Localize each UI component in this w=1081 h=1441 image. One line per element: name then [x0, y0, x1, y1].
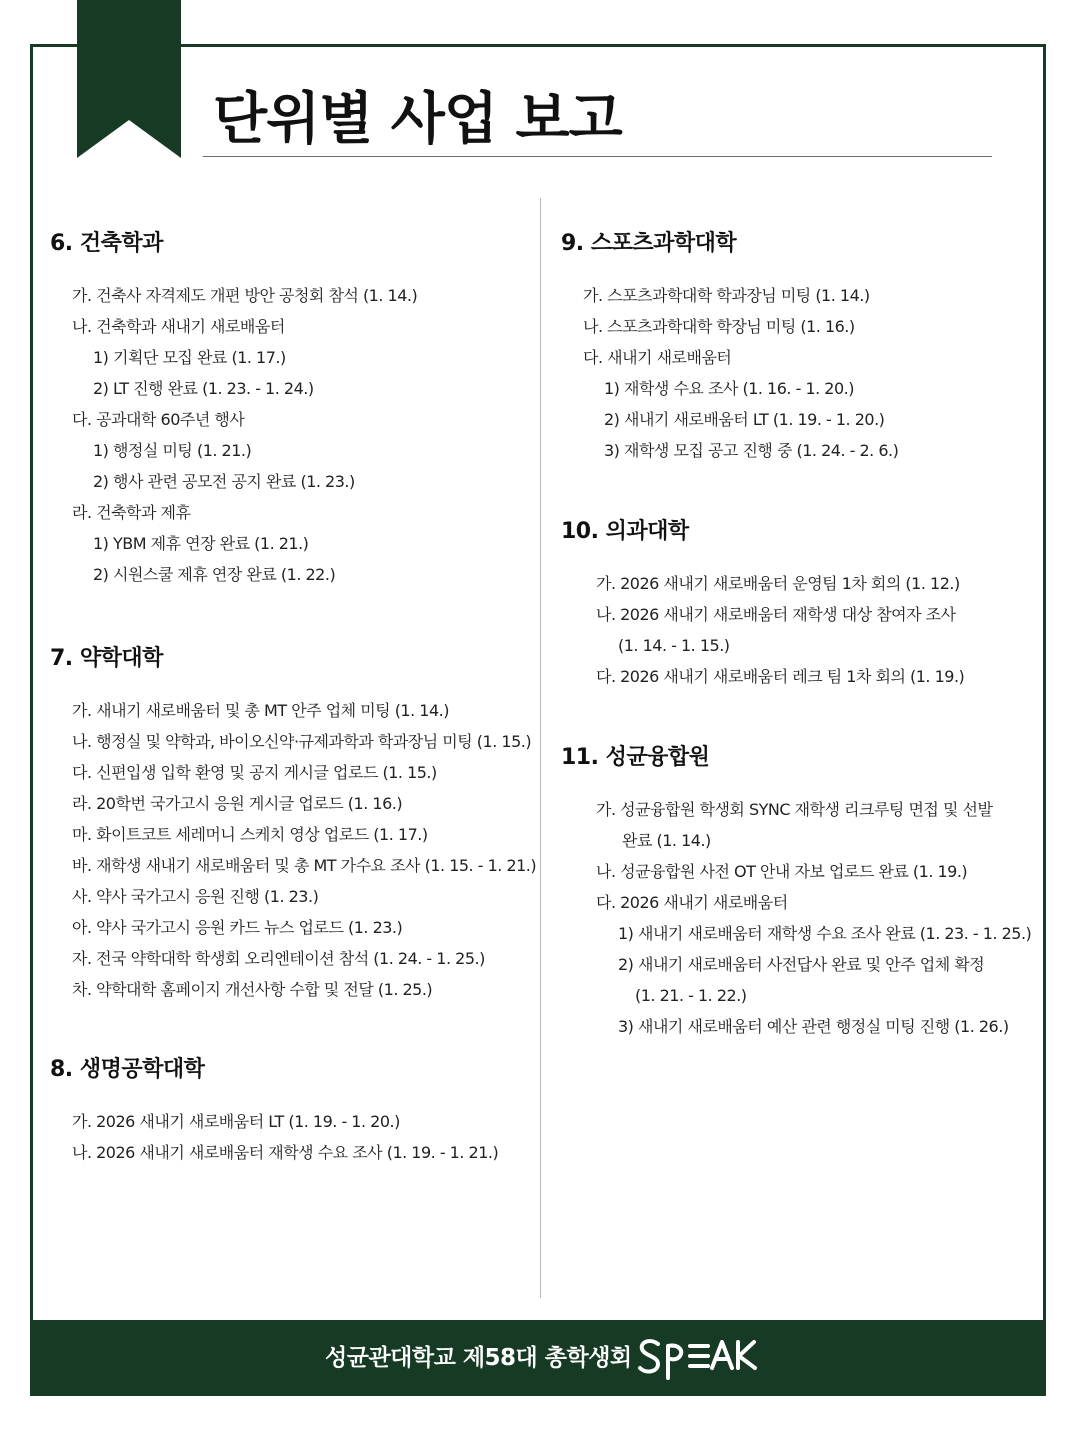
list-item: 다. 2026 새내기 새로배움터 레크 팀 1차 회의 (1. 19.) [596, 667, 965, 686]
footer-org-name: 성균관대학교 제58대 총학생회 [325, 1345, 632, 1371]
list-item: 가. 성균융합원 학생회 SYNC 재학생 리크루팅 면접 및 선발 [596, 800, 993, 819]
list-item: (1. 14. - 1. 15.) [618, 636, 730, 655]
list-item: 1) 기획단 모집 완료 (1. 17.) [93, 348, 286, 367]
speak-logo-icon [636, 1334, 760, 1382]
section-sports-science [561, 224, 1041, 466]
section-architecture [50, 224, 535, 590]
list-item: 가. 스포츠과학대학 학과장님 미팅 (1. 14.) [583, 286, 870, 305]
right-column [561, 224, 1041, 1042]
list-item: 2) 새내기 새로배움터 LT (1. 19. - 1. 20.) [604, 410, 885, 429]
left-column [50, 224, 535, 1168]
list-item: 1) YBM 제휴 연장 완료 (1. 21.) [93, 534, 309, 553]
list-item: 1) 새내기 새로배움터 재학생 수요 조사 완료 (1. 23. - 1. 25.) [618, 924, 1032, 943]
list-item: 다. 신편입생 입학 환영 및 공지 게시글 업로드 (1. 15.) [72, 763, 437, 782]
section-medicine [561, 512, 1041, 692]
list-item: 나. 2026 새내기 새로배움터 재학생 대상 참여자 조사 [596, 605, 956, 624]
list-item: 2) 시원스쿨 제휴 연장 완료 (1. 22.) [93, 565, 336, 584]
list-item: 가. 새내기 새로배움터 및 총 MT 안주 업체 미팅 (1. 14.) [72, 701, 449, 720]
list-item: 2) 행사 관련 공모전 공지 완료 (1. 23.) [93, 472, 355, 491]
list-item: 가. 2026 새내기 새로배움터 운영팀 1차 회의 (1. 12.) [596, 574, 960, 593]
list-item: 나. 스포츠과학대학 학장님 미팅 (1. 16.) [583, 317, 855, 336]
page-title: 단위별 사업 보고 [213, 87, 622, 152]
list-item: 1) 재학생 수요 조사 (1. 16. - 1. 20.) [604, 379, 854, 398]
section-heading: 10. 의과대학 [561, 519, 689, 544]
list-item: 나. 행정실 및 약학과, 바이오신약·규제과학과 학과장님 미팅 (1. 15.) [72, 732, 532, 751]
list-item: 가. 건축사 자격제도 개편 방안 공청회 참석 (1. 14.) [72, 286, 418, 305]
list-item: 나. 건축학과 새내기 새로배움터 [72, 317, 285, 336]
list-item: 사. 약사 국가고시 응원 진행 (1. 23.) [72, 887, 319, 906]
list-item: 나. 성균융합원 사전 OT 안내 자보 업로드 완료 (1. 19.) [596, 862, 968, 881]
section-heading: 7. 약학대학 [50, 646, 163, 671]
list-item: 다. 공과대학 60주년 행사 [72, 410, 245, 429]
list-item: 차. 약학대학 홈페이지 개선사항 수합 및 전달 (1. 25.) [72, 980, 433, 999]
section-heading: 9. 스포츠과학대학 [561, 231, 737, 256]
list-item: 아. 약사 국가고시 응원 카드 뉴스 업로드 (1. 23.) [72, 918, 403, 937]
list-item: 3) 재학생 모집 공고 진행 중 (1. 24. - 2. 6.) [604, 441, 899, 460]
list-item: 자. 전국 약학대학 학생회 오리엔테이션 참석 (1. 24. - 1. 25.) [72, 949, 485, 968]
list-item: 1) 행정실 미팅 (1. 21.) [93, 441, 252, 460]
footer-bar [30, 1320, 1046, 1396]
section-convergence-institute [561, 738, 1041, 1042]
list-item: (1. 21. - 1. 22.) [635, 986, 747, 1005]
list-item: 3) 새내기 새로배움터 예산 관련 행정실 미팅 진행 (1. 26.) [618, 1017, 1009, 1036]
list-item: 다. 새내기 새로배움터 [583, 348, 732, 367]
bookmark-ribbon-icon [77, 0, 181, 158]
section-biotech [50, 1050, 535, 1168]
section-heading: 6. 건축학과 [50, 231, 163, 256]
section-heading: 8. 생명공학대학 [50, 1057, 205, 1082]
list-item: 완료 (1. 14.) [622, 831, 711, 850]
list-item: 2) LT 진행 완료 (1. 23. - 1. 24.) [93, 379, 314, 398]
list-item: 라. 20학번 국가고시 응원 게시글 업로드 (1. 16.) [72, 794, 403, 813]
list-item: 라. 건축학과 제휴 [72, 503, 191, 522]
section-heading: 11. 성균융합원 [561, 745, 710, 770]
list-item: 가. 2026 새내기 새로배움터 LT (1. 19. - 1. 20.) [72, 1112, 400, 1131]
title-underline [203, 156, 992, 157]
list-item: 마. 화이트코트 세레머니 스케치 영상 업로드 (1. 17.) [72, 825, 428, 844]
list-item: 다. 2026 새내기 새로배움터 [596, 893, 788, 912]
column-divider [540, 198, 541, 1298]
list-item: 바. 재학생 새내기 새로배움터 및 총 MT 가수요 조사 (1. 15. - 1. 21.) [72, 856, 537, 875]
list-item: 2) 새내기 새로배움터 사전답사 완료 및 안주 업체 확정 [618, 955, 985, 974]
list-item: 나. 2026 새내기 새로배움터 재학생 수요 조사 (1. 19. - 1. 21.) [72, 1143, 499, 1162]
section-pharmacy [50, 639, 535, 1005]
